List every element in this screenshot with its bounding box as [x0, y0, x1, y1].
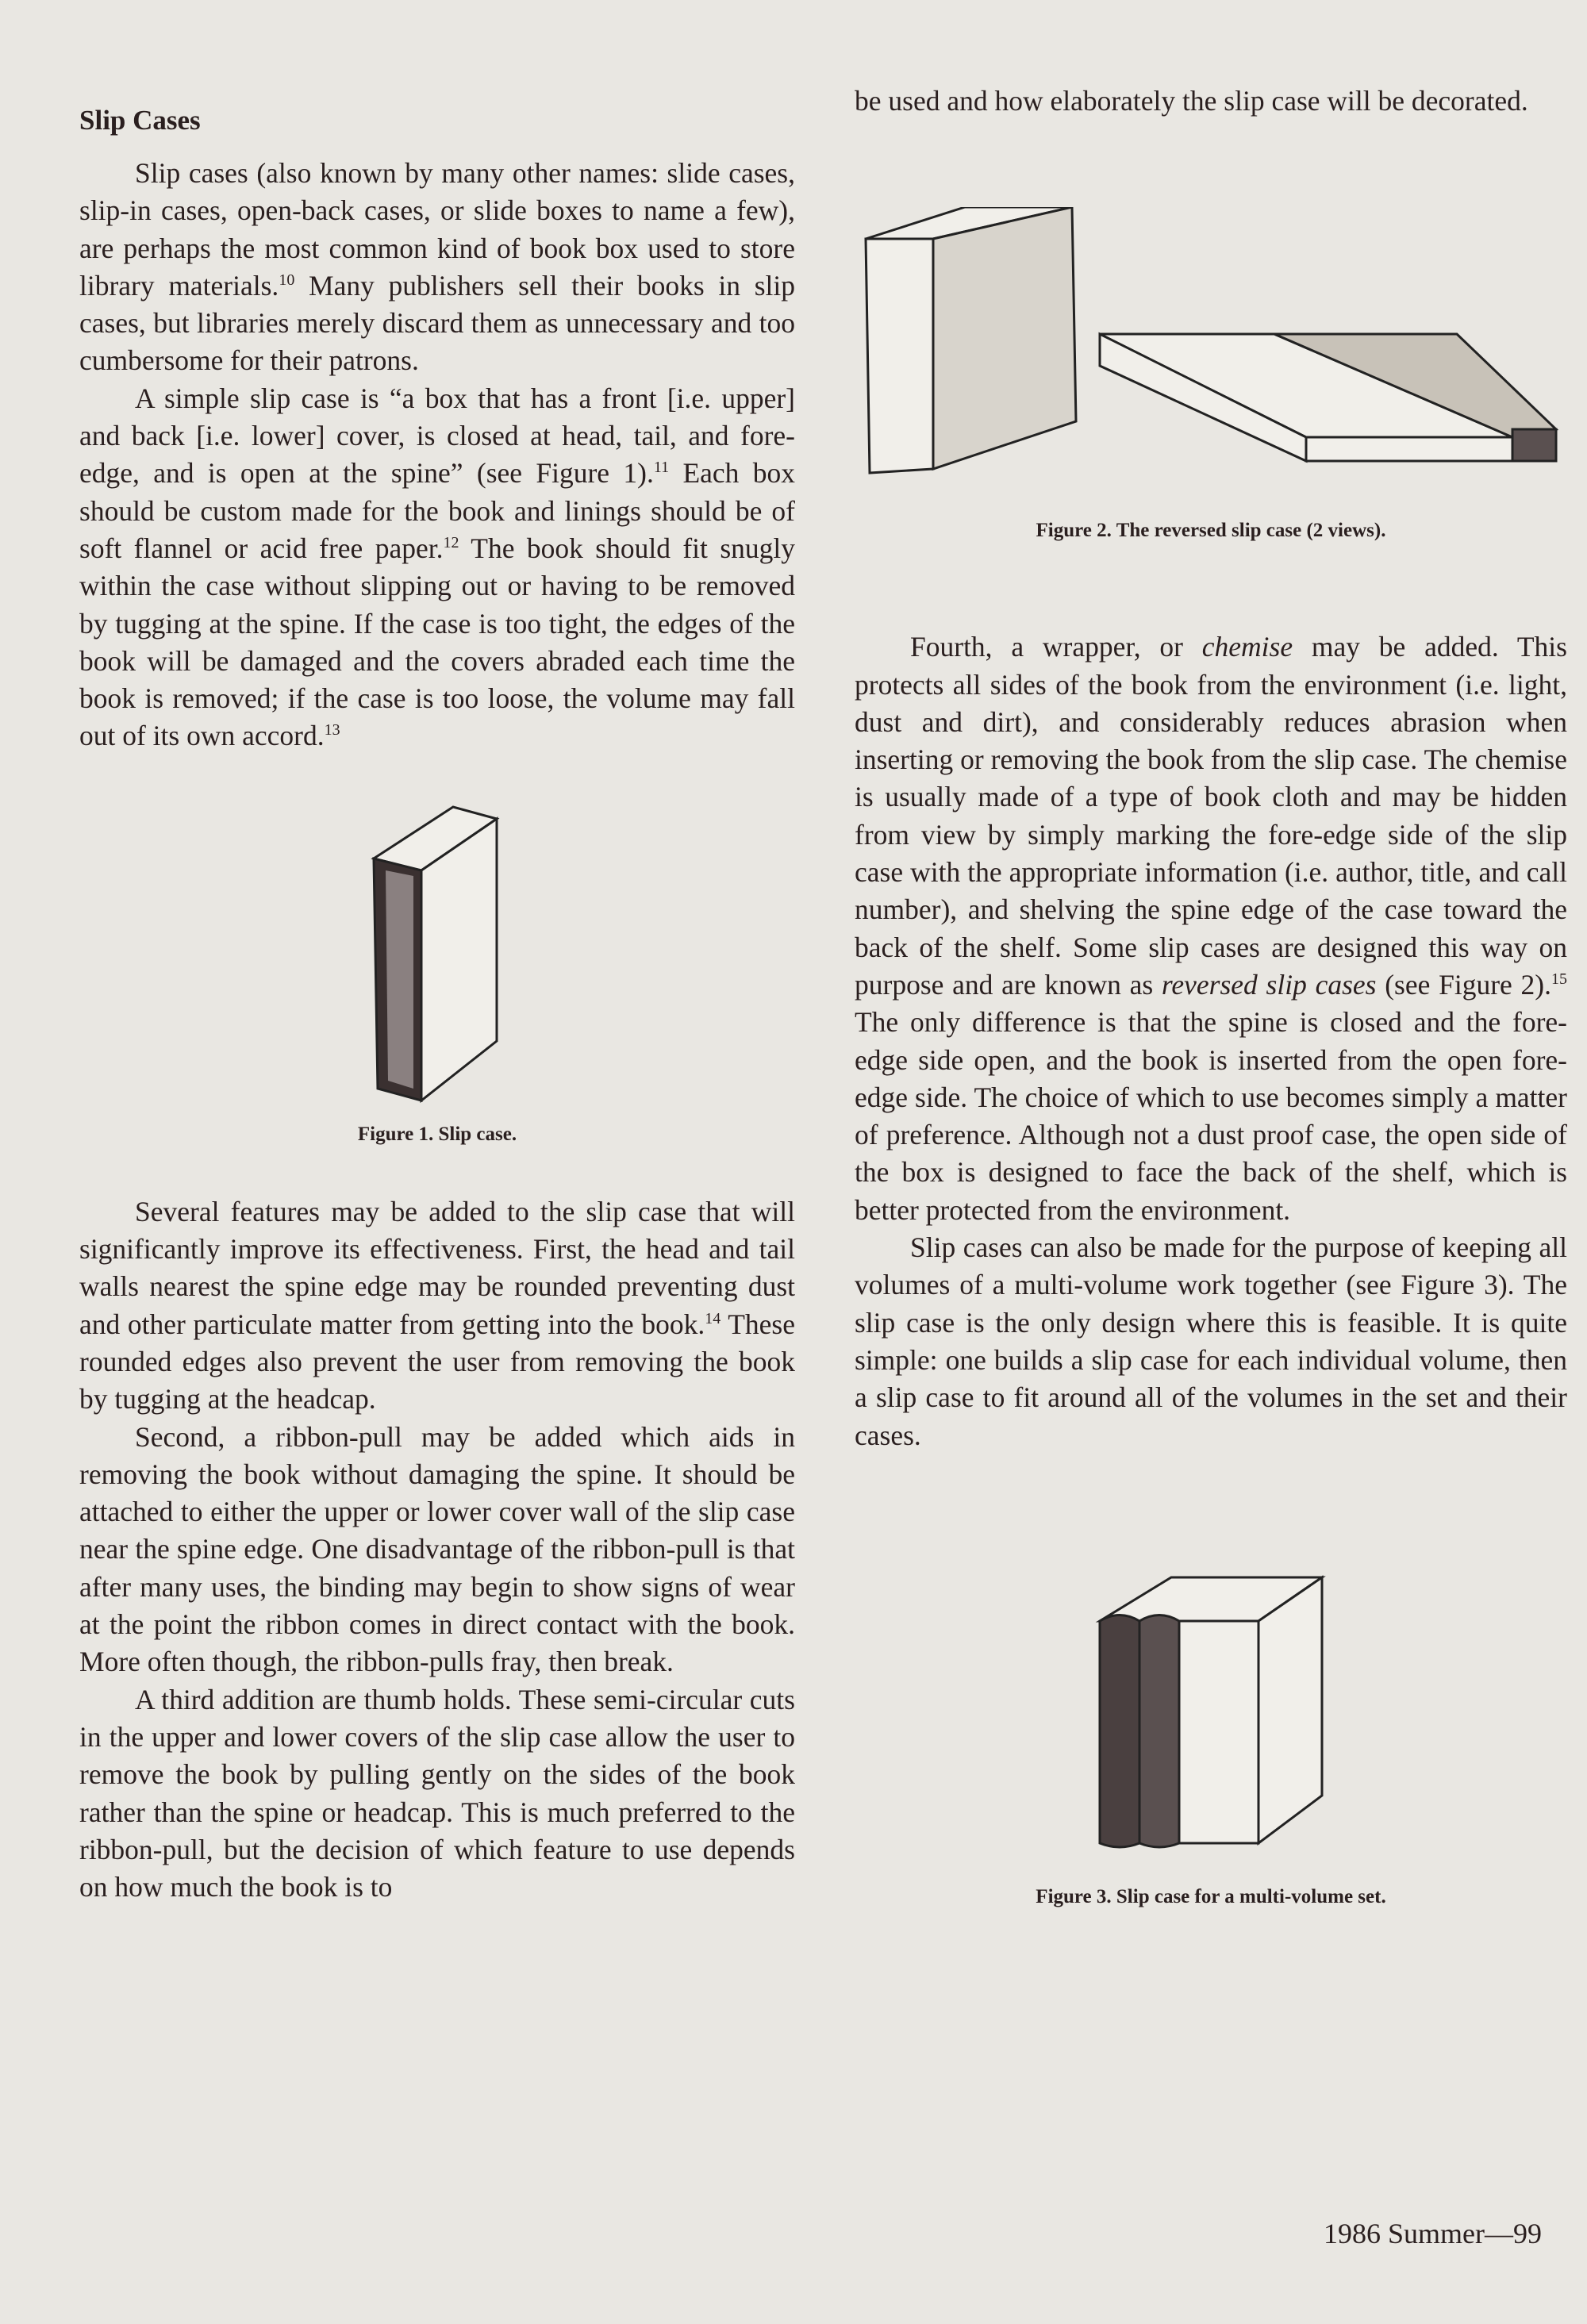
paragraph	[79, 1681, 795, 1907]
footnote-ref: 14	[705, 1309, 721, 1327]
paragraph	[855, 1229, 1567, 1454]
figure-2-caption: Figure 2. The reversed slip case (2 views).	[1036, 520, 1386, 542]
footnote-ref: 13	[324, 721, 340, 739]
text-run: Several features may be added to the slip case that will significantly improve its effectiveness. First, the head and tail walls nearest the spine edge may be rounded preventing dust and other particulate matter from getting into the book.	[79, 1195, 795, 1340]
text-run: may be added. This protects all sides of the book from the environment (i.e. light, dust and dirt), and considerably reduces abrasion when inserting or removing the book from the slip case. The chemise is usually made of a type of book cloth and may be hidden from view by simply marking the fore-edge side of the slip case with the appropriate information (i.e. author, title, and call number), and shelving the spine edge of the case toward the back of the shelf. Some slip cases are designed this way on purpose and are known as	[855, 631, 1567, 1001]
text-run: Second, a ribbon-pull may be added which aids in removing the book without damaging the spine. It should be attached to either the upper or lower cover wall of the slip case near the spine edge. One disadvantage of the ribbon-pull is that after many uses, the binding may begin to show signs of wear at the point the ribbon comes in direct contact with the book. More often though, the ribbon-pulls fray, then break.	[79, 1420, 795, 1678]
page-footer: 1986 Summer—99	[1324, 2218, 1542, 2249]
slip-case-illustration	[350, 803, 525, 1104]
text-run: Each box should be custom made for the book and linings should be of soft flannel or acid free paper.	[79, 457, 796, 564]
text-run: Fourth, a wrapper, or	[910, 631, 1202, 663]
footnote-ref: 11	[653, 459, 670, 477]
text-run: These rounded edges also prevent the user from removing the book by tugging at the headcap.	[79, 1308, 796, 1416]
text-run: The book should fit snugly within the case without slipping out or having to be removed by tugging at the spine. If the case is too tight, the edges of the book will be damaged and the covers abraded each time the book is removed; if the case is too loose, the volume may fall out of its own accord.	[79, 532, 795, 752]
footnote-ref: 15	[1551, 970, 1567, 989]
footnote-ref: 10	[279, 271, 295, 290]
paragraph	[79, 1193, 795, 1419]
paragraph	[855, 628, 1567, 1229]
figure-2	[855, 207, 1567, 545]
figure-3-caption: Figure 3. Slip case for a multi-volume set.	[1036, 1885, 1386, 1907]
section-heading: Slip Cases	[79, 105, 201, 136]
left-text-2	[79, 1193, 795, 1907]
text-run: A third addition are thumb holds. These semi-circular cuts in the upper and lower covers of the slip case allow the user to remove the book by pulling gently on the sides of the book rather than the spine or headcap. This is much preferred to the ribbon-pull, but the decision of which feature to use depends on how much the book is to	[79, 1683, 795, 1903]
text-run: (see Figure 2).	[1376, 968, 1551, 1001]
figure-1	[79, 803, 795, 1149]
right-text-2	[855, 628, 1567, 1454]
left-text-1	[79, 155, 795, 755]
text-run: The only difference is that the spine is closed and the fore-edge side open, and the book is inserted from the open fore-edge side. The choice of which to use becomes simply a matter of preference. Although not a dust proof case, the open side of the box is designed to face the back of the shelf, which is better protected from the environment.	[855, 1006, 1567, 1226]
text-run: Slip cases (also known by many other names: slide cases, slip-in cases, open-back cases, or slide boxes to name a few), are perhaps the most common kind of book box used to store library materials.	[79, 157, 795, 302]
text-run: Many publishers sell their books in slip cases, but libraries merely discard them as unnecessary and too cumbersome for their patrons.	[79, 269, 795, 377]
paragraph	[79, 155, 795, 380]
text-run: Slip cases can also be made for the purpose of keeping all volumes of a multi-volume work together (see Figure 3). The slip case is the only design where this is feasible. It is quite simple: one builds a slip case for each individual volume, then a slip case to fit around all of the volumes in the set and their cases.	[855, 1231, 1567, 1451]
right-text-1	[855, 83, 1567, 120]
figure-3	[855, 1573, 1567, 1911]
figure-1-caption: Figure 1. Slip case.	[357, 1123, 517, 1145]
right-column	[855, 83, 1567, 1911]
emphasis-text: reversed slip cases	[1161, 968, 1377, 1001]
paragraph	[79, 1419, 795, 1681]
paragraph	[855, 83, 1567, 120]
paragraph	[79, 380, 795, 755]
emphasis-text: chemise	[1201, 631, 1293, 663]
reversed-slip-case-illustration	[862, 207, 1560, 477]
multi-volume-slip-case-illustration	[1084, 1573, 1338, 1851]
left-column	[79, 102, 795, 1906]
footnote-ref: 12	[443, 534, 459, 552]
text-run: A simple slip case is “a box that has a front [i.e. upper] and back [i.e. lower] cover, is closed at head, tail, and fore-edge, and is open at the spine” (see Figure 1).	[79, 382, 795, 490]
text-run: be used and how elaborately the slip case will be decorated.	[855, 85, 1528, 117]
